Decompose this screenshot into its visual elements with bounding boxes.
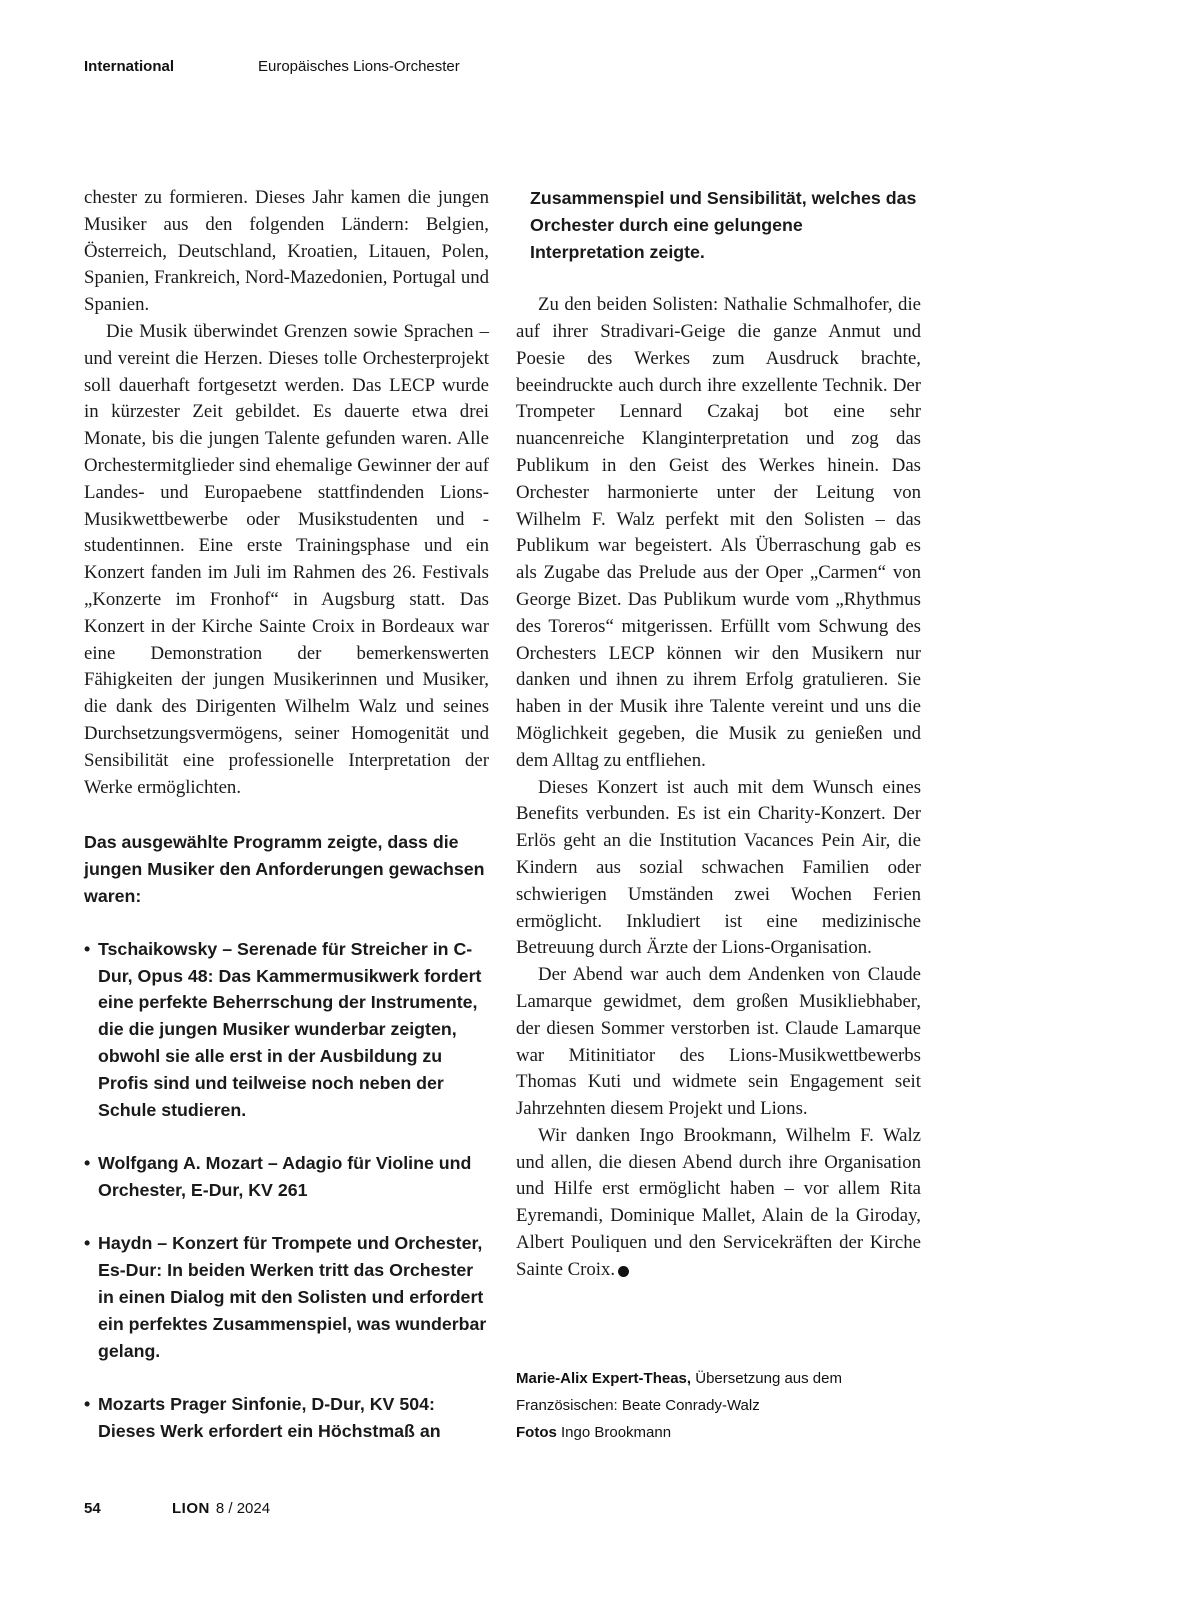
issue-number: 8 / 2024: [215, 1500, 271, 1517]
program-item-text: Wolfgang A. Mozart – Adagio für Violine und Orchester, E-Dur, KV 261: [98, 1153, 472, 1200]
bullet-icon: •: [84, 1394, 91, 1415]
program-continuation: Zusammenspiel und Sensibilität, welches das Orchester durch eine gelungene Interpretation zeigte.: [530, 188, 917, 262]
program-item: [84, 1230, 489, 1364]
program-item-text: Haydn – Konzert für Trompete und Orchester, Es-Dur: In beiden Werken tritt das Orchester in einen Dialog mit den Solisten und erfordert ein perfektes Zusammenspiel, was wunderbar gelang.: [98, 1233, 487, 1361]
article-credits: [516, 1365, 936, 1446]
program-item: [84, 1150, 489, 1204]
body-paragraph: Zu den beiden Solisten: Nathalie Schmalhofer, die auf ihrer Stradivari-Geige die ganze Anmut und Poesie des Werkes zum Ausdruck brachte, beeindruckte auch durch ihre exzellente Technik. Der Trompeter Lennard Czakaj bot eine sehr nuancenreiche Klanginterpretation und zog das Publikum in den Geist des Werkes hinein. Das Orchester harmonierte unter der Leitung von Wilhelm F. Walz perfekt mit den Solisten – das Publikum war begeistert. Als Überraschung gab es als Zugabe das Prelude aus der Oper „Carmen“ von George Bizet. Das Publikum wurde vom „Rhythmus des Toreros“ mitgerissen. Erfüllt vom Schwung des Orchesters LECP können wir den Musikern nur danken und ihnen zu ihrem Erfolg gratulieren. Sie haben in der Musik ihre Talente vereint und uns die Möglichkeit gegeben, die Musik zu genießen und dem Alltag zu entfliehen.: [516, 294, 921, 771]
bullet-icon: •: [84, 1153, 91, 1174]
photos-label: Fotos: [516, 1424, 557, 1441]
photographer-name: Ingo Brookmann: [561, 1424, 672, 1441]
magazine-name: LION: [172, 1500, 210, 1517]
lion-end-mark-icon: L: [618, 1266, 629, 1277]
program-item-text: Tschaikowsky – Serenade für Streicher in C-Dur, Opus 48: Das Kammermusikwerk fordert eine perfekte Beherrschung der Instrumente, die die jungen Musiker wunderbar zeigten, obwohl sie alle erst in der Ausbildung zu Profis sind und teilweise noch neben der Schule studieren.: [98, 938, 482, 1120]
author-credit: [516, 1365, 936, 1419]
closing-paragraph-text: Wir danken Ingo Brookmann, Wilhelm F. Walz und allen, die diesen Abend durch ihre Organisation und Hilfe erst ermöglicht haben – vor allem Rita Eyremandi, Dominique Mallet, Alain de la Giroday, Albert Pouliquen und den Servicekräften der Kirche Sainte Croix.: [516, 1124, 921, 1280]
right-column: [516, 185, 921, 1284]
bullet-icon: •: [84, 1233, 91, 1254]
program-intro: Das ausgewählte Programm zeigte, dass die jungen Musiker den Anforderungen gewachsen waren:: [84, 832, 485, 906]
section-label: International: [84, 58, 175, 75]
topic-label: Europäisches Lions-Orchester: [258, 58, 460, 75]
magazine-issue: [172, 1500, 270, 1517]
left-column: [84, 185, 489, 1472]
program-item-text: Mozarts Prager Sinfonie, D-Dur, KV 504: Dieses Werk erfordert ein Höchstmaß an: [98, 1394, 441, 1442]
bullet-icon: •: [84, 938, 91, 959]
program-item: [84, 936, 489, 1124]
program-item: [84, 1391, 489, 1445]
photo-credit: [516, 1419, 936, 1446]
body-paragraph: Die Musik überwindet Grenzen sowie Sprachen – und vereint die Herzen. Dieses tolle Orchesterprojekt soll dauerhaft fortgesetzt werden. Das LECP wurde in kürzester Zeit gebildet. Es dauerte etwa drei Monate, bis die jungen Talente gefunden waren. Alle Orchestermitglieder sind ehemalige Gewinner der auf Landes- und Europaebene stattfindenden Lions-Musikwettbewerbe oder Musikstudenten und -studentinnen. Eine erste Trainingsphase und ein Konzert fanden im Juli im Rahmen des 26. Festivals „Konzerte im Fronhof“ in Augsburg statt. Das Konzert in der Kirche Sainte Croix in Bordeaux war eine Demonstration der bemerkenswerten Fähigkeiten der jungen Musikerinnen und Musiker, die dank des Dirigenten Wilhelm Walz und seines Durchsetzungsvermögens, seiner Homogenität und Sensibilität eine professionelle Interpretation der Werke ermöglichten.: [84, 320, 489, 798]
page-number: 54: [84, 1500, 101, 1517]
program-list: [84, 936, 489, 1445]
closing-paragraph: [516, 1123, 921, 1284]
body-paragraph: Der Abend war auch dem Andenken von Claude Lamarque gewidmet, dem großen Musikliebhaber, der diesen Sommer verstorben ist. Claude Lamarque war Mitinitiator des Lions-Musikwettbewerbs Thomas Kuti und widmete sein Engagement seit Jahrzehnten diesem Projekt und Lions.: [516, 964, 921, 1120]
author-name: Marie-Alix Expert-Theas,: [516, 1370, 692, 1387]
body-paragraph: chester zu formieren. Dieses Jahr kamen die jungen Musiker aus den folgenden Ländern: Belgien, Österreich, Deutschland, Kroatien, Litauen, Polen, Spanien, Frankreich, Nord-Mazedonien, Portugal und Spanien.: [84, 187, 489, 316]
translation-credit: Übersetzung aus dem Französischen: Beate Conrady-Walz: [516, 1370, 842, 1414]
body-paragraph: Dieses Konzert ist auch mit dem Wunsch eines Benefits verbunden. Es ist ein Charity-Konzert. Der Erlös geht an die Institution Vacances Pein Air, die Kindern aus sozial schwachen Familien oder schwierigen Umständen zwei Wochen Ferien ermöglicht. Inkludiert ist eine medizinische Betreuung durch Ärzte der Lions-Organisation.: [516, 776, 921, 959]
